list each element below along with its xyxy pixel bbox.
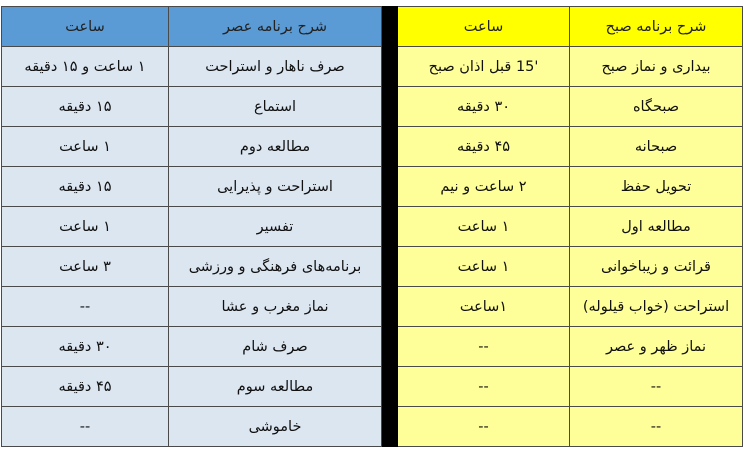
column-separator (382, 127, 398, 167)
afternoon-time-cell: ۱ ساعت (2, 127, 169, 167)
morning-time-cell: -- (398, 407, 570, 447)
table-row (2, 287, 743, 327)
morning-description-cell: صبحگاه (570, 87, 743, 127)
table-row (2, 367, 743, 407)
column-separator (382, 367, 398, 407)
afternoon-time-header: ساعت (2, 7, 169, 47)
afternoon-time-cell: ۱ ساعت (2, 207, 169, 247)
table-row (2, 47, 743, 87)
morning-description-cell: بیداری و نماز صبح (570, 47, 743, 87)
morning-time-cell: ۱ساعت (398, 287, 570, 327)
morning-description-cell: مطالعه اول (570, 207, 743, 247)
afternoon-time-cell: ۳۰ دقیقه (2, 327, 169, 367)
morning-description-cell: -- (570, 407, 743, 447)
afternoon-description-cell: نماز مغرب و عشا (169, 287, 382, 327)
table-row (2, 127, 743, 167)
afternoon-description-cell: خاموشی (169, 407, 382, 447)
table-row (2, 167, 743, 207)
afternoon-time-cell: ۱۵ دقیقه (2, 87, 169, 127)
afternoon-time-cell: ۴۵ دقیقه (2, 367, 169, 407)
morning-description-cell: نماز ظهر و عصر (570, 327, 743, 367)
table-row (2, 327, 743, 367)
morning-time-cell: ۳۰ دقیقه (398, 87, 570, 127)
morning-description-cell: استراحت (خواب قیلوله) (570, 287, 743, 327)
morning-time-cell: ۱ ساعت (398, 207, 570, 247)
afternoon-description-cell: صرف ناهار و استراحت (169, 47, 382, 87)
morning-time-cell: -- (398, 327, 570, 367)
column-separator (382, 207, 398, 247)
morning-description-cell: -- (570, 367, 743, 407)
morning-time-header: ساعت (398, 7, 570, 47)
morning-time-cell: -- (398, 367, 570, 407)
afternoon-time-cell: ۱۵ دقیقه (2, 167, 169, 207)
header-row (2, 7, 743, 47)
afternoon-time-cell: ۳ ساعت (2, 247, 169, 287)
afternoon-description-header: شرح برنامه عصر (169, 7, 382, 47)
morning-description-cell: صبحانه (570, 127, 743, 167)
morning-time-cell: ۱ ساعت (398, 247, 570, 287)
afternoon-time-cell: -- (2, 407, 169, 447)
column-separator (382, 287, 398, 327)
column-separator (382, 247, 398, 287)
morning-description-cell: تحویل حفظ (570, 167, 743, 207)
morning-time-cell: ۴۵ دقیقه (398, 127, 570, 167)
afternoon-description-cell: برنامه‌های فرهنگی و ورزشی (169, 247, 382, 287)
afternoon-description-cell: استماع (169, 87, 382, 127)
afternoon-description-cell: مطالعه دوم (169, 127, 382, 167)
afternoon-time-cell: -- (2, 287, 169, 327)
column-separator (382, 7, 398, 47)
table-row (2, 87, 743, 127)
column-separator (382, 167, 398, 207)
column-separator (382, 47, 398, 87)
afternoon-description-cell: استراحت و پذیرایی (169, 167, 382, 207)
column-separator (382, 87, 398, 127)
morning-time-cell: '15 قبل اذان صبح (398, 47, 570, 87)
morning-time-cell: ۲ ساعت و نیم (398, 167, 570, 207)
table-row (2, 247, 743, 287)
schedule-table (1, 6, 743, 447)
afternoon-description-cell: صرف شام (169, 327, 382, 367)
afternoon-description-cell: تفسیر (169, 207, 382, 247)
morning-description-header: شرح برنامه صبح (570, 7, 743, 47)
morning-description-cell: قرائت و زیباخوانی (570, 247, 743, 287)
column-separator (382, 327, 398, 367)
column-separator (382, 407, 398, 447)
afternoon-time-cell: ۱ ساعت و ۱۵ دقیقه (2, 47, 169, 87)
afternoon-description-cell: مطالعه سوم (169, 367, 382, 407)
table-row (2, 207, 743, 247)
table-row (2, 407, 743, 447)
